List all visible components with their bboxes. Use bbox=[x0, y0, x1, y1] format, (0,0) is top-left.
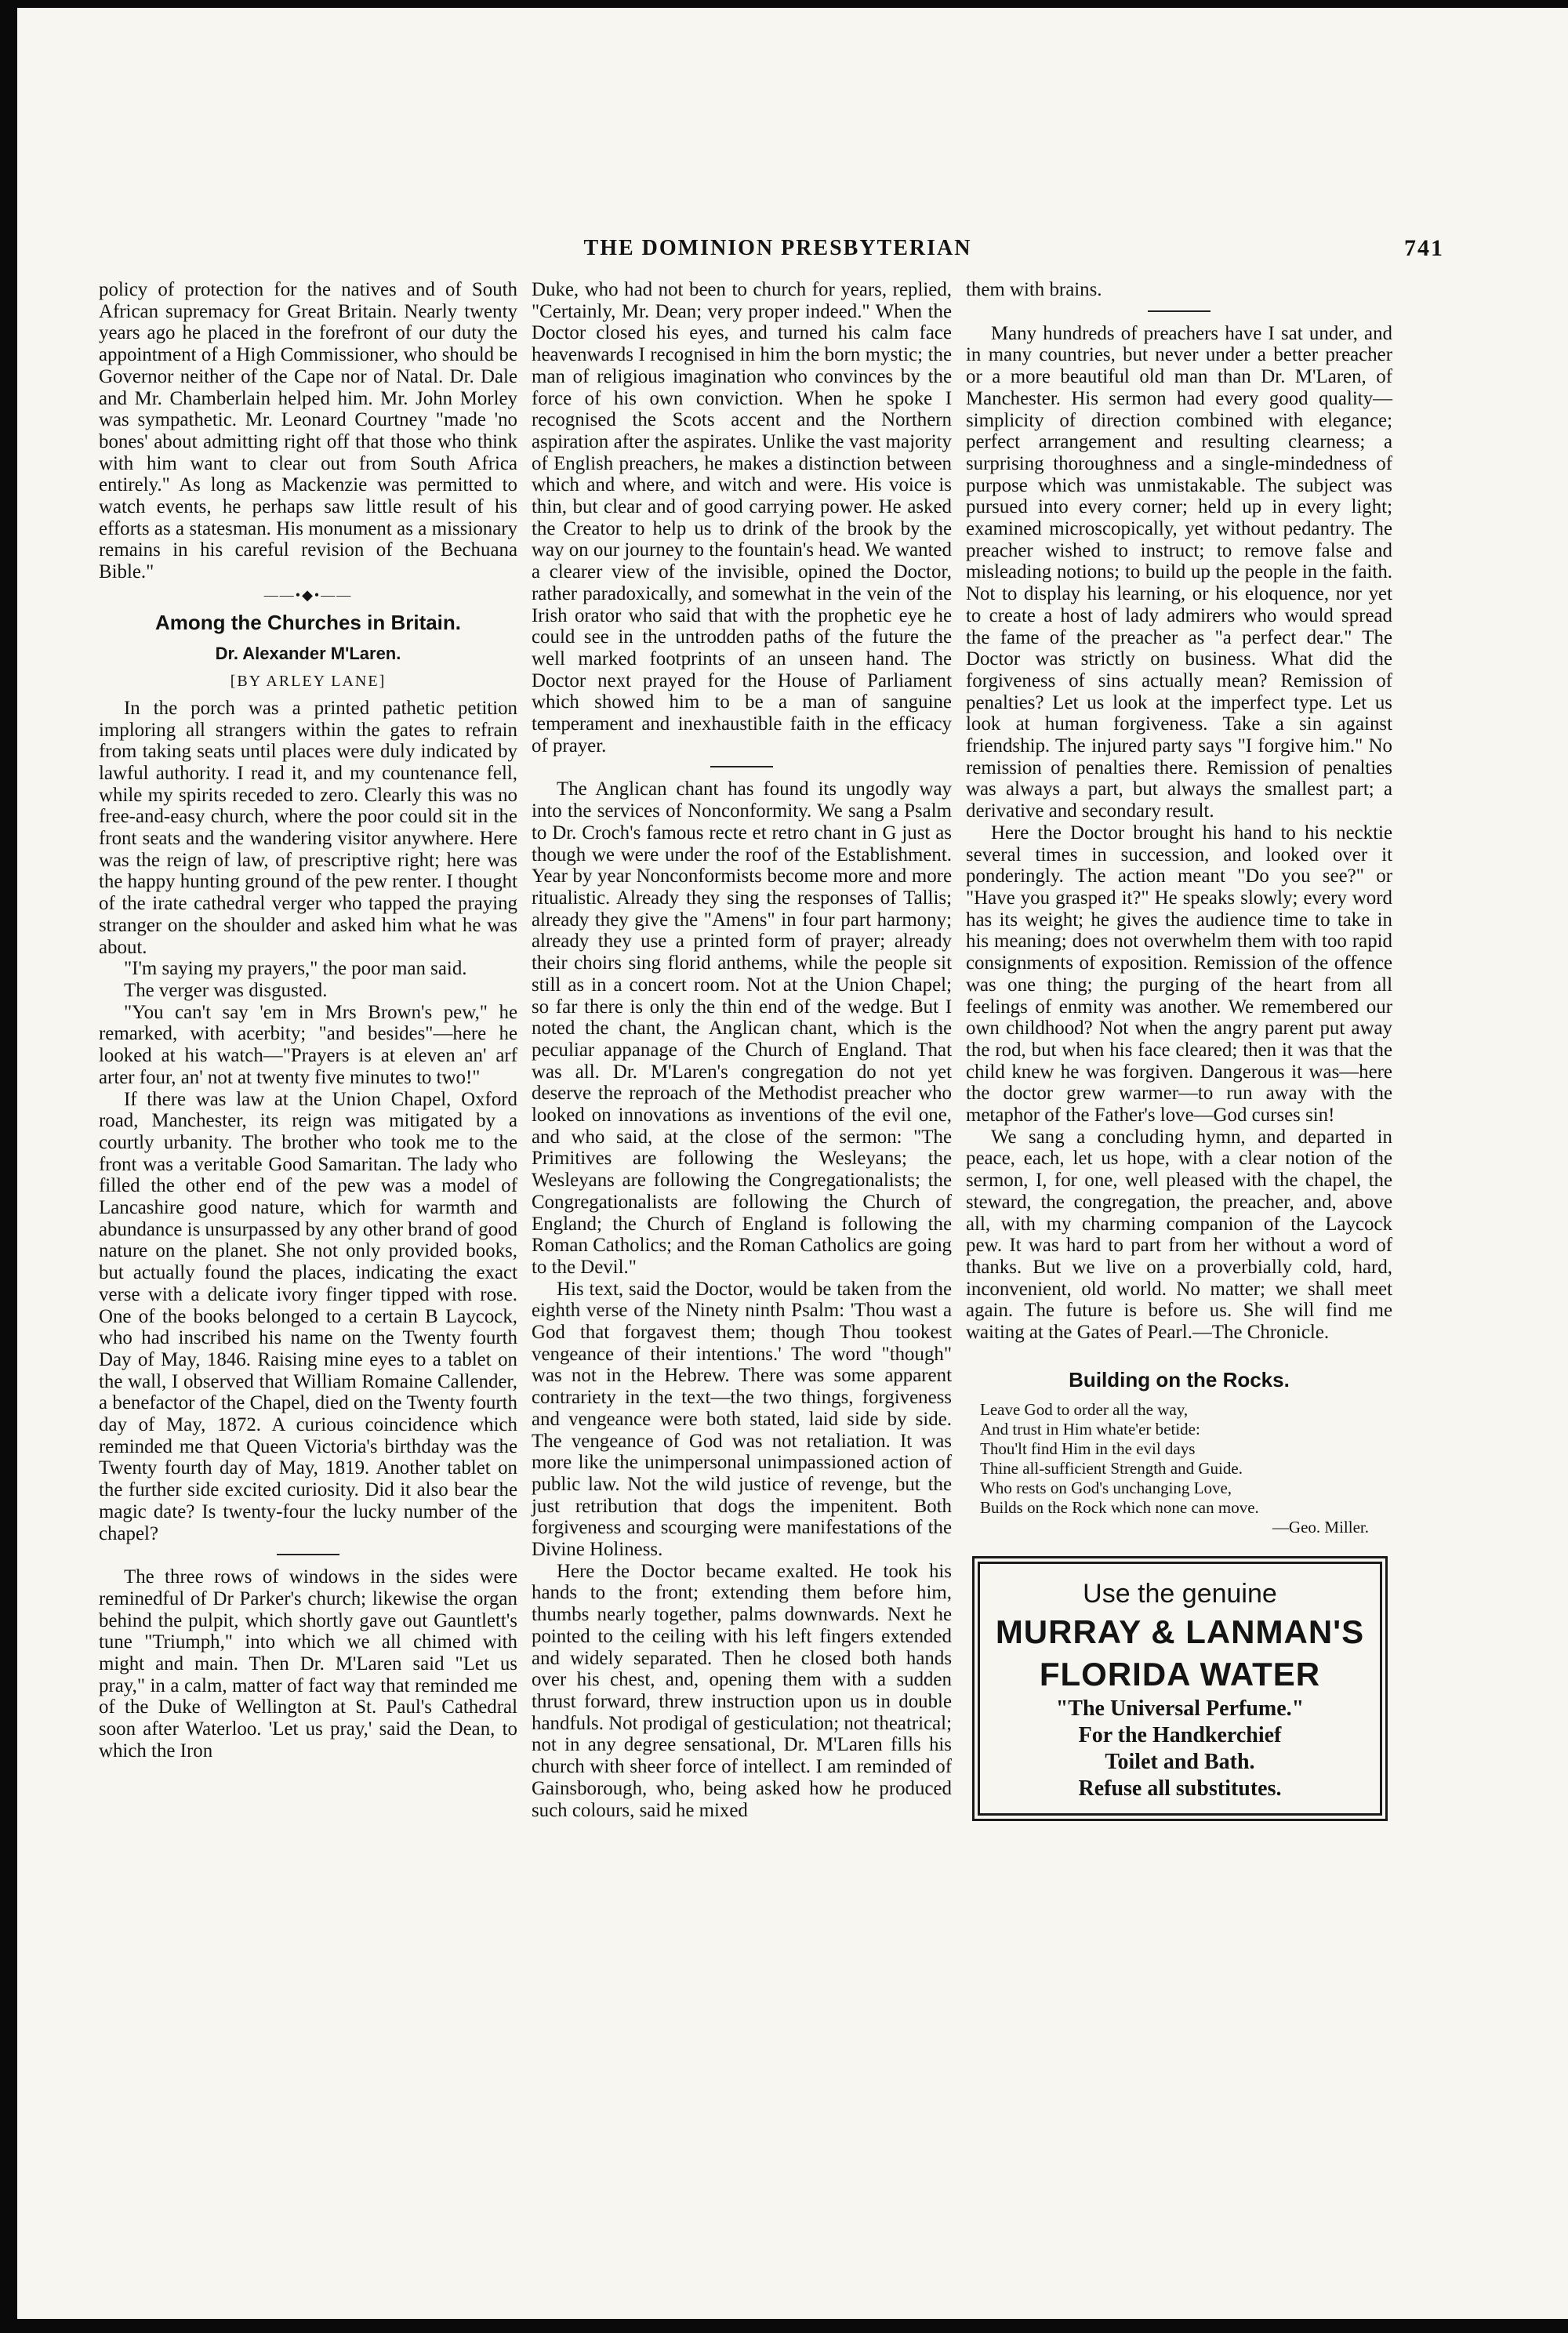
poem-title: Building on the Rocks. bbox=[1069, 1367, 1290, 1391]
scan-top-border bbox=[0, 0, 1568, 8]
scan-bottom-border bbox=[0, 2319, 1568, 2333]
paragraph: Here the Doctor brought his hand to his necktie several times in succession, and looked over it ponderingly. The action meant "Do you see?" or "Have you grasped it?" He speaks slowly; every word has its weight; he gives the audience time to take in his meaning; does not overwhelm them with too rapid consignments of exposition. Remission of the offence was one thing; the purging of the heart from all feelings of enmity was another. We remembered our own childhood? Not when the angry parent put away the rod, but when his face cleared; then it was that the child knew he was forgiven. Dangerous it was—here the doctor grew warmer—to run away with the metaphor of the Father's love—God curses sin! bbox=[966, 822, 1392, 1127]
paragraph: In the porch was a printed pathetic petition imploring all strangers within the gates to refrain from taking seats until places were duly indicated by lawful authority. I read it, and my countenance fell, while my spirits receded to zero. Clearly this was no free-and-easy church, where the poor could sit in the front seats and the wandering visitor anywhere. Here was the reign of law, of prescriptive right; here was the happy hunting ground of the pew renter. I thought of the irate cathedral verger who tapped the praying stranger on the shoulder and asked him what he was about. bbox=[99, 697, 517, 958]
column-3 bbox=[966, 279, 1392, 1821]
article-byline: [BY ARLEY LANE] bbox=[230, 672, 387, 690]
poem-line: Thine all-sufficient Strength and Guide. bbox=[980, 1458, 1243, 1478]
article-heading: Among the Churches in Britain. bbox=[154, 610, 462, 634]
paragraph: We sang a concluding hymn, and departed in peace, each, let us hope, with a clear notion of the sermon, I, for one, well pleased with the chapel, the steward, the congregation, the preacher, and, above all, with my charming companion of the Laycock pew. It was hard to part from her without a word of thanks. But we live on a proverbially cold, hard, inconvenient, old world. No matter; we shall meet again. The future is before us. She will find me waiting at the Gates of Pearl.—The Chronicle. bbox=[966, 1126, 1392, 1344]
paragraph: The verger was disgusted. bbox=[124, 979, 328, 1001]
poem-author: —Geo. Miller. bbox=[1272, 1517, 1369, 1537]
paragraph: The Anglican chant has found its ungodly way into the services of Nonconformity. We sang a Psalm to Dr. Croch's famous recte et retro chant in G just as though we were under the roof of the Establishment. Year by year Nonconformists become more and more ritualistic. Already they sing the responses of Tallis; already they give the "Amens" in four part harmony; already they use a printed form of prayer; already their choirs sing florid anthems, while the people sit still as in a concert room. Not at the Union Chapel; so far there is only the thin end of the wedge. But I noted the chant, the Anglican chant, which is the peculiar appanage of the Church of England. That was all. Dr. M'Laren's congregation do not yet deserve the reproach of the Methodist preacher who looked on innovations as inventions of the evil one, and who said, at the close of the sermon: "The Primitives are following the Wesleyans; the Wesleyans are following the Congregationalists; the Congregationalists are following the Church of England; the Church of England is following the Roman Catholics; and the Roman Catholics are going to the Devil." bbox=[532, 778, 952, 1278]
section-rule bbox=[1148, 310, 1210, 312]
ad-product-name: FLORIDA WATER bbox=[1039, 1655, 1321, 1693]
page-number: 741 bbox=[1404, 235, 1444, 261]
running-head-title: THE DOMINION PRESBYTERIAN bbox=[583, 236, 972, 260]
article-subheading: Dr. Alexander M'Laren. bbox=[215, 643, 401, 663]
ad-warning: Refuse all substitutes. bbox=[1078, 1776, 1282, 1801]
section-rule bbox=[710, 766, 773, 767]
column-2 bbox=[532, 279, 952, 1821]
ad-tagline: "The Universal Perfume." bbox=[1055, 1696, 1305, 1721]
poem-line: Who rests on God's unchanging Love, bbox=[980, 1478, 1232, 1497]
section-rule bbox=[277, 1554, 339, 1555]
column-1 bbox=[99, 279, 517, 1762]
ad-use-line: Toilet and Bath. bbox=[1105, 1749, 1255, 1774]
paragraph: The three rows of windows in the sides were reminedful of Dr Parker's church; likewise the organ behind the pulpit, which shortly gave out Gauntlett's tune "Triumph," into which we all chimed with might and main. Then Dr. M'Laren said "Let us pray," in a calm, matter of fact way that reminded me of the Duke of Wellington at St. Paul's Cathedral soon after Waterloo. 'Let us pray,' said the Dean, to which the Iron bbox=[99, 1566, 517, 1762]
paragraph: His text, said the Doctor, would be taken from the eighth verse of the Ninety ninth Psalm: 'Thou wast a God that forgavest them; though Thou tookest vengeance of their intentions.' The word "though" was not in the Hebrew. There was some apparent contrariety in the text—the two things, forgiveness and vengeance were both stated, laid side by side. The vengeance of God was not retaliation. It was more like the unimpersonal unimpassioned action of public law. Not the wild justice of revenge, but the just retribution that dogs the impenitent. Both forgiveness and scourging were manifestations of the Divine Holiness. bbox=[532, 1278, 952, 1561]
ad-intro: Use the genuine bbox=[1083, 1578, 1277, 1609]
scan-left-border bbox=[0, 0, 17, 2333]
section-divider-ornament: ——•◆•—— bbox=[263, 586, 353, 603]
paragraph: Many hundreds of preachers have I sat under, and in many countries, but never under a better preacher or a more beautiful old man than Dr. M'Laren, of Manchester. His sermon had every good quality—simplicity of direction combined with elegance; perfect arrangement and resulting clearness; a surprising thoroughness and a single-mindedness of purpose which was unmistakable. The subject was pursued into every corner; held up in every light; examined microscopically, yet without pedantry. The preacher wished to instruct; to remove false and misleading notions; to build up the people in the faith. Not to display his learning, or his eloquence, nor yet to create a host of lady admirers who would spread the fame of the preacher as "a perfect dear." The Doctor was strictly on business. What did the forgiveness of sins actually mean? Remission of penalties? Let us look at the imperfect type. Let us look at human forgiveness. Take a sin against friendship. The injured party says "I forgive him." No remission of penalties there. Remission of penalties was always a part, but always the smallest part; a derivative and secondary result. bbox=[966, 322, 1392, 822]
paragraph: "You can't say 'em in Mrs Brown's pew," he remarked, with acerbity; "and besides"—here he looked at his watch—"Prayers is at eleven an' arf arter four, an' not at twenty five minutes to two!" bbox=[99, 1001, 517, 1088]
ad-use-line: For the Handkerchief bbox=[1078, 1722, 1282, 1747]
poem-line: Builds on the Rock which none can move. bbox=[980, 1497, 1259, 1517]
poem bbox=[980, 1400, 1392, 1518]
paragraph: Here the Doctor became exalted. He took his hands to the front; extending them before him, thumbs nearly together, palms downwards. Next he pointed to the ceiling with his left fingers extended and widely separated. Then he closed both hands over his chest, and, opening them with a sudden thrust forward, threw instruction upon us in double handfuls. Not prodigal of gesticulation; not theatrical; not in any degree sensational, Dr. M'Laren fills his church with sheer force of intellect. I am reminded of Gainsborough, who, being asked how he produced such colours, said he mixed bbox=[532, 1560, 952, 1821]
paragraph: If there was law at the Union Chapel, Oxford road, Manchester, its reign was mitigated by a courtly urbanity. The brother who took me to the front was a veritable Good Samaritan. The lady who filled the other end of the pew was a model of Lancashire good nature, which for warmth and abundance is unsurpassed by any other brand of good nature on the planet. She not only provided books, but actually found the places, indicating the exact verse with a delicate ivory finger tipped with rose. One of the books belonged to a certain B Laycock, who had inscribed his name on the Twenty fourth Day of May, 1846. Raising mine eyes to a tablet on the wall, I observed that William Romaine Callender, a benefactor of the Chapel, died on the Twenty fourth day of May, 1872. A curious coincidence which reminded me that Queen Victoria's birthday was the Twenty fourth day of May, 1819. Another tablet on the further side excited curiosity. Did it also bear the magic date? Is twenty-four the lucky number of the chapel? bbox=[99, 1088, 517, 1544]
paragraph: "I'm saying my prayers," the poor man said. bbox=[124, 958, 467, 980]
ad-brand-name: MURRAY & LANMAN'S bbox=[995, 1613, 1365, 1650]
paragraph-continuation: policy of protection for the natives and of South African supremacy for Great Britain. Nearly twenty years ago he placed in the forefront of our duty the appointment of a High Commissioner, who should be Governor neither of the Cape nor of Natal. Dr. Dale and Mr. Chamberlain helped him. Mr. John Morley was sympathetic. Mr. Leonard Courtney "made 'no bones' about admitting right off that those who think with him want to clear out from South Africa entirely." As long as Mackenzie was permitted to watch events, he perhaps saw little result of his efforts as a statesman. His monument as a missionary remains in his careful revision of the Bechuana Bible." bbox=[99, 279, 517, 583]
poem-line: Thou'lt find Him in the evil days bbox=[980, 1439, 1196, 1458]
advertisement bbox=[972, 1556, 1388, 1821]
poem-line: And trust in Him whate'er betide: bbox=[980, 1419, 1200, 1439]
paragraph-continuation: Duke, who had not been to church for years, replied, "Certainly, Mr. Dean; very proper indeed." When the Doctor closed his eyes, and turned his calm face heavenwards I recognised in him the born mystic; the man of religious imagination who convinces by the force of his own conviction. When he spoke I recognised the Scots accent and the Northern aspiration after the aspirates. Unlike the vast majority of English preachers, he makes a distinction between which and where, and witch and were. His voice is thin, but clear and of good carrying power. He asked the Creator to help us to drink of the brook by the way on our journey to the fountain's head. We wanted a clearer view of the invisible, opined the Doctor, rather paradoxically, and somewhat in the vein of the Irish orator who said that with the prophetic eye he could see in the untrodden paths of the future the well marked footprints of an unseen hand. The Doctor next prayed for the House of Parliament which showed him to be a man of sanguine temperament and inexhaustible faith in the efficacy of prayer. bbox=[532, 279, 952, 757]
poem-line: Leave God to order all the way, bbox=[980, 1399, 1189, 1419]
paragraph-continuation: them with brains. bbox=[966, 279, 1102, 300]
